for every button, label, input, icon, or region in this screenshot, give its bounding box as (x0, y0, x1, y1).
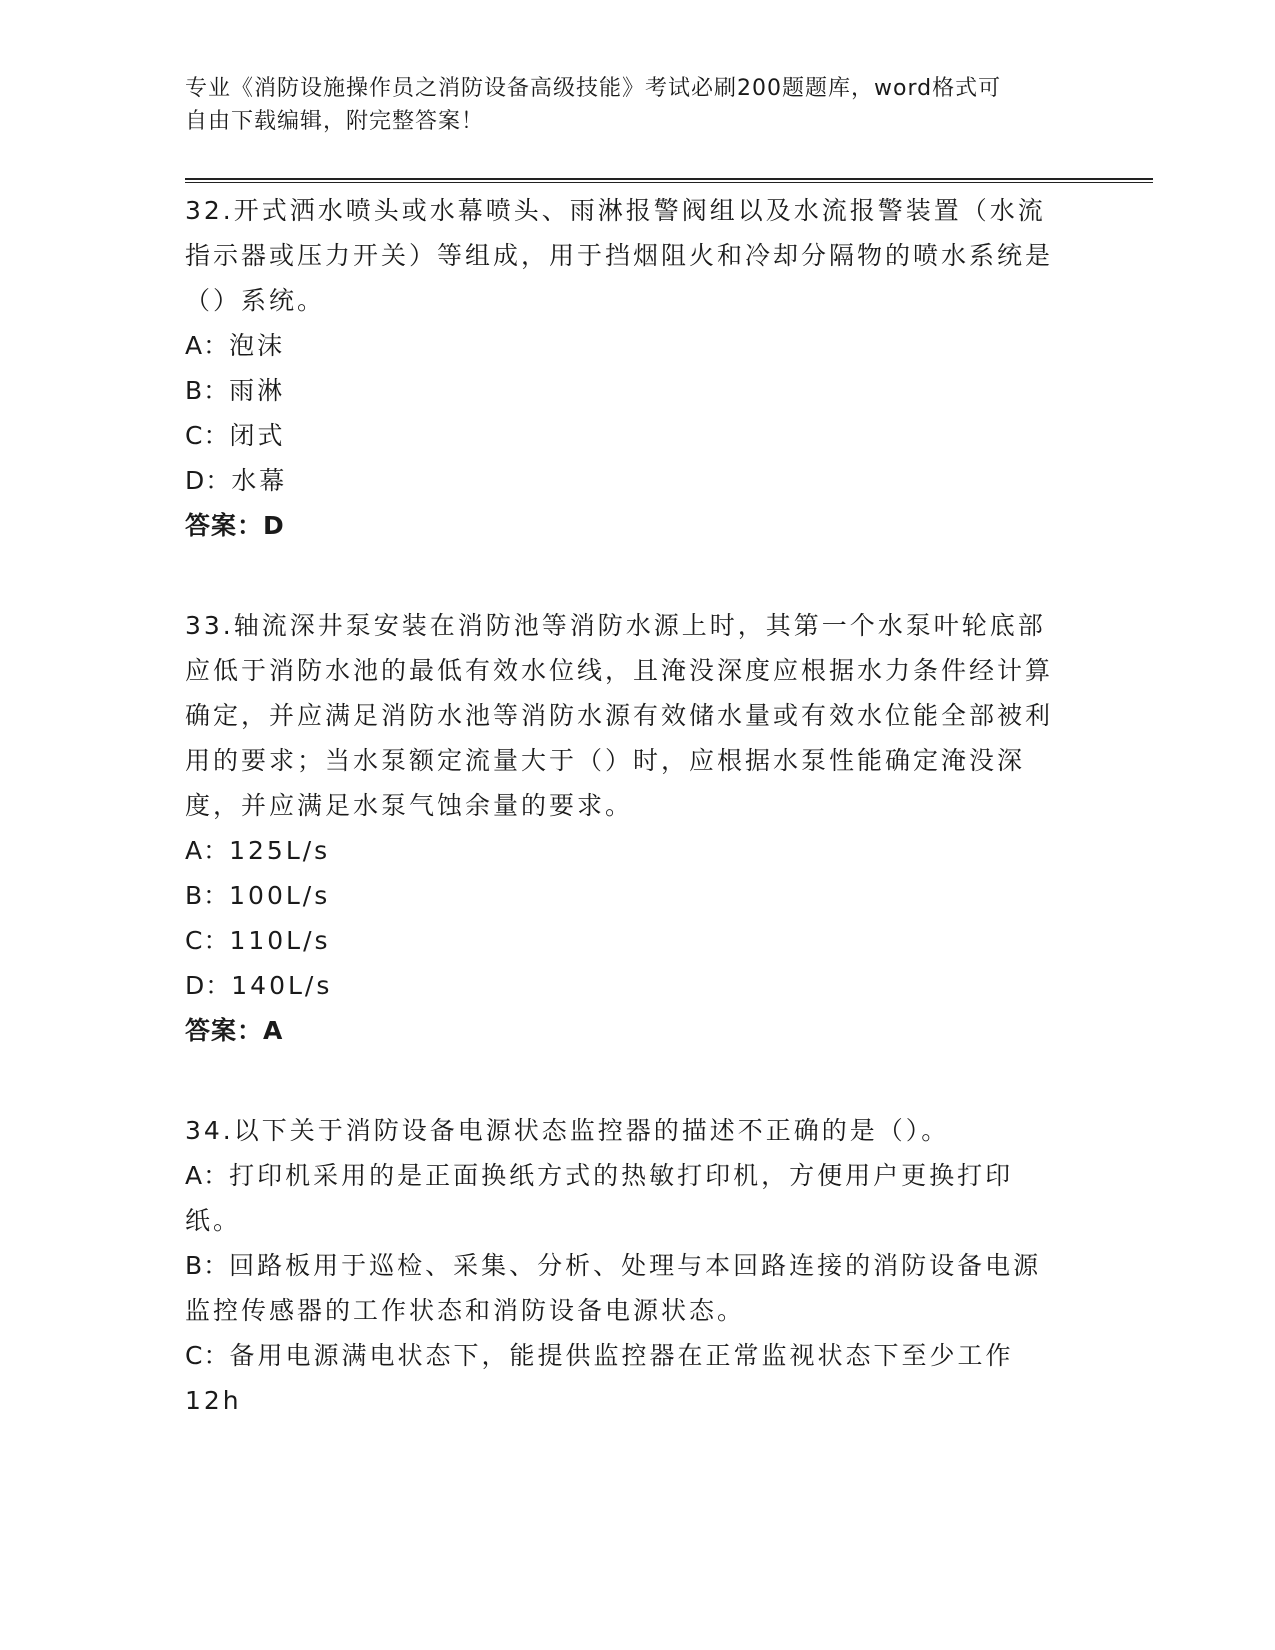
option-c (185, 1333, 1065, 1423)
option-a (185, 1153, 1065, 1243)
question-text: 开式洒水喷头或水幕喷头、雨淋报警阀组以及水流报警装置（水流指示器或压力开关）等组成，用于挡烟阻火和冷却分隔物的喷水系统是（）系统。 (185, 196, 1054, 315)
option-letter: B： (185, 376, 230, 405)
option-text: 110L/s (229, 926, 331, 955)
option-text: 125L/s (229, 836, 331, 865)
option-letter: D： (185, 971, 232, 1000)
header-line-2: 自由下载编辑，附完整答案！ (185, 109, 485, 134)
answer-label: 答案： (185, 1016, 264, 1045)
option-letter: C： (185, 421, 230, 450)
option-letter: A： (185, 1161, 230, 1190)
option-text: 雨淋 (229, 376, 286, 405)
option-text: 140L/s (231, 971, 333, 1000)
option-c (185, 918, 1065, 963)
question-stem (185, 603, 1065, 828)
option-text: 闭式 (229, 421, 286, 450)
option-letter: B： (185, 881, 230, 910)
option-letter: A： (185, 331, 230, 360)
answer-line (185, 1008, 1065, 1053)
option-d (185, 963, 1065, 1008)
question-number: 32. (185, 196, 234, 225)
option-text: 回路板用于巡检、采集、分析、处理与本回路连接的消防设备电源监控传感器的工作状态和消防设备电源状态。 (185, 1251, 1042, 1325)
question-text: 轴流深井泵安装在消防池等消防水源上时，其第一个水泵叶轮底部应低于消防水池的最低有效水位线，且淹没深度应根据水力条件经计算确定，并应满足消防水池等消防水源有效储水量或有效水位能全部被利用的要求；当水泵额定流量大于（）时，应根据水泵性能确定淹没深度，并应满足水泵气蚀余量的要求。 (185, 611, 1054, 820)
option-a (185, 323, 1065, 368)
question-34 (185, 1108, 1065, 1423)
header-line-1: 专业《消防设施操作员之消防设备高级技能》考试必刷200题题库，word格式可 (185, 76, 1002, 101)
option-letter: C： (185, 926, 230, 955)
option-letter: B： (185, 1251, 230, 1280)
question-stem (185, 188, 1065, 323)
option-b (185, 368, 1065, 413)
option-d (185, 458, 1065, 503)
option-b (185, 873, 1065, 918)
option-b (185, 1243, 1065, 1333)
question-number: 34. (185, 1116, 234, 1145)
question-stem (185, 1108, 1065, 1153)
answer-label: 答案： (185, 511, 264, 540)
option-text: 100L/s (229, 881, 331, 910)
option-text: 水幕 (231, 466, 288, 495)
option-letter: C： (185, 1341, 230, 1370)
question-33 (185, 603, 1065, 1053)
option-text: 备用电源满电状态下，能提供监控器在正常监视状态下至少工作12h (185, 1341, 1014, 1415)
answer-line (185, 503, 1065, 548)
question-32 (185, 188, 1065, 548)
spacer (185, 1053, 1065, 1108)
option-letter: D： (185, 466, 232, 495)
option-c (185, 413, 1065, 458)
option-text: 泡沫 (229, 331, 286, 360)
option-a (185, 828, 1065, 873)
option-text: 打印机采用的是正面换纸方式的热敏打印机，方便用户更换打印纸。 (185, 1161, 1014, 1235)
header-divider (185, 178, 1153, 183)
spacer (185, 548, 1065, 603)
question-text: 以下关于消防设备电源状态监控器的描述不正确的是（）。 (233, 1116, 950, 1145)
answer-value: A (263, 1016, 284, 1045)
question-list (185, 188, 1065, 1423)
question-number: 33. (185, 611, 234, 640)
answer-value: D (263, 511, 285, 540)
document-header (185, 72, 1065, 138)
option-letter: A： (185, 836, 230, 865)
